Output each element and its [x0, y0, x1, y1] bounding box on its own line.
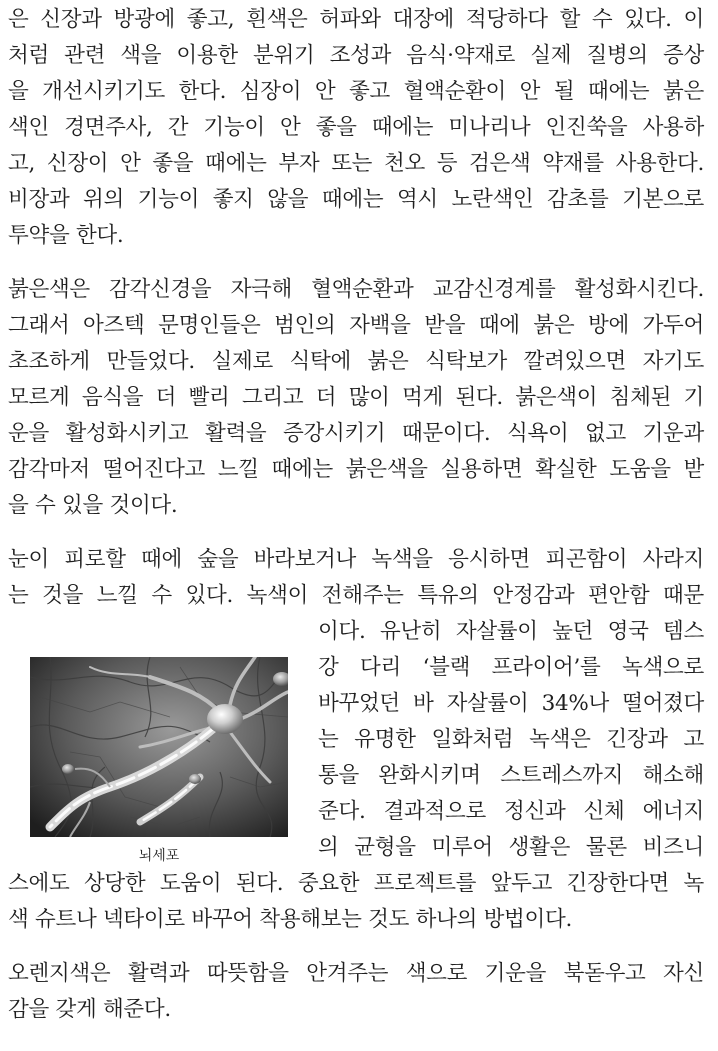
paragraph-line: 오렌지색은 활력과 따뜻함을 안겨주는 색으로 기운을 북돋우고 자신	[8, 961, 704, 986]
paragraph-line: 은 신장과 방광에 좋고, 흰색은 허파와 대장에 적당하다 할 수 있다. 이	[8, 7, 704, 32]
paragraph-line: 는 것을 느낄 수 있다. 녹색이 전해주는 특유의 안정감과 편안함 때문	[8, 583, 704, 608]
figure-caption: 뇌세포	[138, 848, 180, 864]
paragraph-line: 감을 갖게 해준다.	[8, 997, 171, 1022]
paragraph-line: 비장과 위의 기능이 좋지 않을 때에는 역시 노란색인 감초를 기본으로	[8, 187, 704, 212]
neuron-image	[30, 657, 288, 837]
paragraph-line: 바꾸었던 바 자살률이 34%나 떨어졌다	[318, 691, 704, 716]
paragraph-line: 색 슈트나 넥타이로 바꾸어 착용해보는 것도 하나의 방법이다.	[8, 907, 573, 932]
paragraph-line: 붉은색은 감각신경을 자극해 혈액순환과 교감신경계를 활성화시킨다.	[8, 277, 704, 302]
paragraph-line: 감각마저 떨어진다고 느낄 때에는 붉은색을 실용하면 확실한 도움을 받	[8, 457, 704, 482]
paragraph-line: 처럼 관련 색을 이용한 분위기 조성과 음식·약재로 실제 질병의 증상	[8, 43, 704, 68]
paragraph-line: 모르게 음식을 더 빨리 그리고 더 많이 먹게 된다. 붉은색이 침체된 기	[8, 385, 704, 410]
paragraph-line: 스에도 상당한 도움이 된다. 중요한 프로젝트를 앞두고 긴장한다면 녹	[8, 871, 704, 896]
paragraph-line: 초조하게 만들었다. 실제로 식탁에 붉은 식탁보가 깔려있으면 자기도	[8, 349, 704, 374]
paragraph-line: 강 다리 ‘블랙 프라이어’를 녹색으로	[318, 655, 704, 680]
paragraph-line: 고, 신장이 안 좋을 때에는 부자 또는 천오 등 검은색 약재를 사용한다.	[8, 151, 704, 176]
paragraph-line: 을 개선시키기도 한다. 심장이 안 좋고 혈액순환이 안 될 때에는 붉은	[8, 79, 704, 104]
paragraph-line: 그래서 아즈텍 문명인들은 범인의 자백을 받을 때에 붉은 방에 가두어	[8, 313, 704, 338]
paragraph-line: 을 수 있을 것이다.	[8, 493, 178, 518]
paragraph-line: 눈이 피로할 때에 숲을 바라보거나 녹색을 응시하면 피곤함이 사라지	[8, 547, 704, 572]
paragraph-line: 의 균형을 미루어 생활은 물론 비즈니	[318, 835, 704, 860]
paragraph-line: 운을 활성화시키고 활력을 증강시키기 때문이다. 식욕이 없고 기운과	[8, 421, 704, 446]
paragraph-line: 색인 경면주사, 간 기능이 안 좋을 때에는 미나리나 인진쑥을 사용하	[8, 115, 704, 140]
paragraph-line: 준다. 결과적으로 정신과 신체 에너지	[318, 799, 704, 824]
paragraph-line: 투약을 한다.	[8, 223, 124, 248]
paragraph-line: 는 유명한 일화처럼 녹색은 긴장과 고	[318, 727, 704, 752]
paragraph-line: 통을 완화시키며 스트레스까지 해소해	[318, 763, 704, 788]
paragraph-line: 이다. 유난히 자살률이 높던 영국 템스	[318, 619, 704, 644]
